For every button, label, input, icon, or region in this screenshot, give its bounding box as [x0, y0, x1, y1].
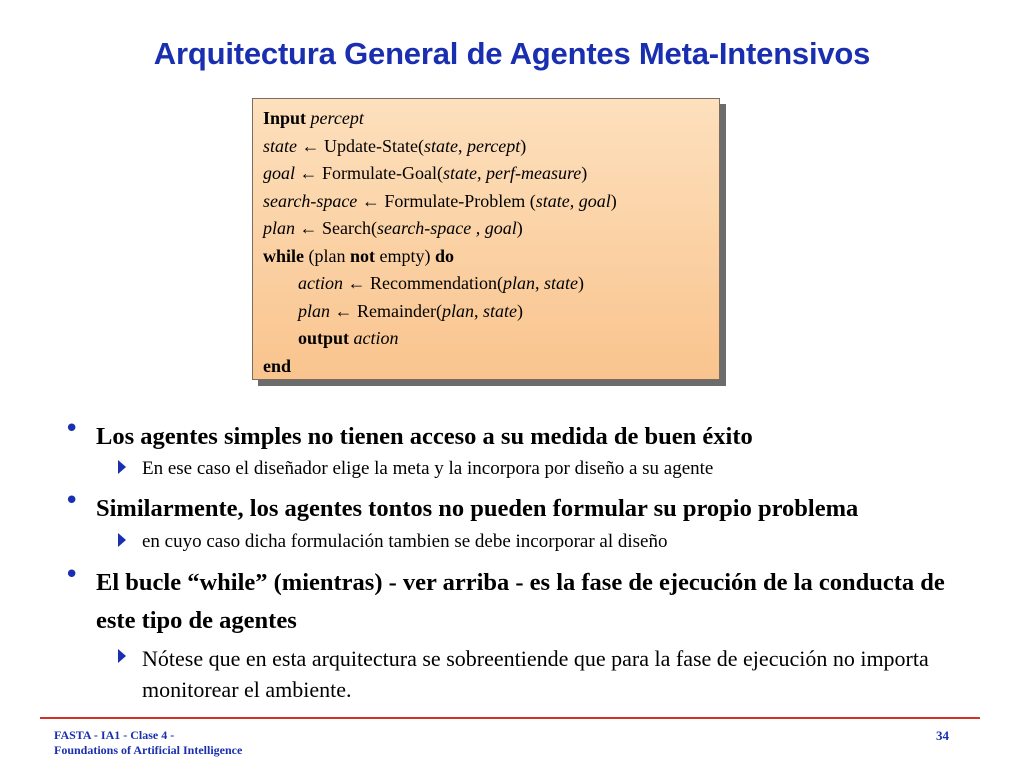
algo-line-9: output action: [298, 328, 399, 348]
algo-line-8: plan ← Remainder(plan, state): [298, 300, 523, 321]
algo-line-6: while (plan not empty) do: [263, 245, 455, 266]
algo-line-1: Input percept: [263, 108, 364, 128]
sub-bullet-arrow-icon: [118, 649, 126, 663]
bullet-dot-icon: •: [64, 560, 80, 590]
algo-line-10: end: [263, 355, 292, 376]
algorithm-box: [252, 98, 720, 380]
bullet-2: Similarmente, los agentes tontos no pueden formular su propio problema: [96, 495, 859, 522]
sub-bullet-2: en cuyo caso dicha formulación tambien se debe incorporar al diseño: [142, 531, 668, 552]
algo-line-3: goal ← Formulate-Goal(state, perf-measure): [263, 163, 588, 183]
footer-line-2: Foundations of Artificial Intelligence: [54, 743, 243, 757]
slide-title: Arquitectura General de Agentes Meta-Intensivos: [153, 36, 871, 71]
sub-bullet-1: En ese caso el diseñador elige la meta y la incorpora por diseño a su agente: [142, 458, 714, 479]
sub-bullet-3: Nótese que en esta arquitectura se sobreentiende que para la fase de ejecución no importa monitorear el ambiente.: [142, 646, 929, 702]
footer-course: [54, 728, 242, 758]
algo-line-5: plan ← Search(search-space , goal): [263, 218, 523, 238]
bullet-dot-icon: •: [64, 486, 80, 516]
algo-line-7: action ← Recommendation(plan, state): [298, 273, 584, 293]
bullet-dot-icon: •: [64, 414, 80, 444]
bullet-1: Los agentes simples no tienen acceso a su medida de buen éxito: [96, 423, 753, 450]
bullet-3: El bucle “while” (mientras) - ver arriba - es la fase de ejecución de la conducta de este tipo de agentes: [96, 569, 945, 634]
page-number: 34: [936, 728, 949, 743]
algo-line-4: search-space ← Formulate-Problem (state, goal): [263, 190, 617, 211]
footer-rule: [40, 717, 980, 719]
algo-line-2: state ← Update-State(state, percept): [263, 135, 527, 156]
sub-bullet-arrow-icon: [118, 460, 126, 474]
sub-bullet-arrow-icon: [118, 533, 126, 547]
footer-line-1: FASTA - IA1 - Clase 4 -: [54, 728, 175, 742]
